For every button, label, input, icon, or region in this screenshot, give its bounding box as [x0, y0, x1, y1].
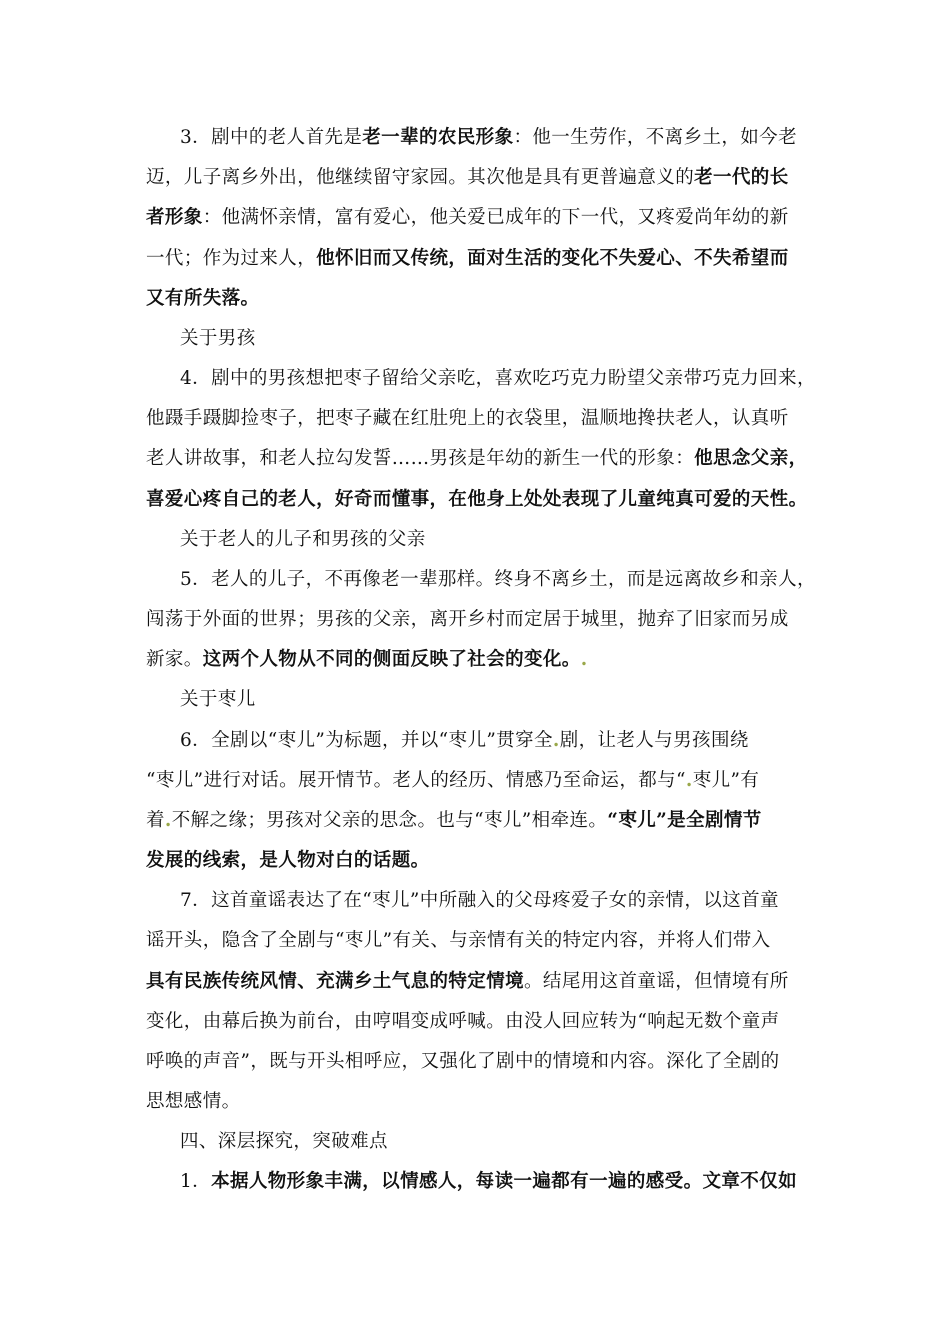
text-span: 枣儿”有	[692, 770, 760, 791]
text-span: 1．	[180, 1171, 212, 1192]
p7-line-2: 谣开头，隐含了全剧与“枣儿”有关、与亲情有关的特定内容，并将人们带入	[146, 930, 771, 951]
p5-line-2: 闯荡于外面的世界；男孩的父亲，离开乡村而定居于城里，抛弃了旧家而另成	[146, 609, 789, 630]
bold-span: 老一代的长	[694, 167, 789, 188]
p6-line-4: 发展的线索，是人物对白的话题。	[146, 850, 430, 871]
p7-line-1: 7．这首童谣表达了在“枣儿”中所融入的父母疼爱子女的亲情，以这首童	[180, 890, 779, 911]
p4-line-2: 他蹑手蹑脚捡枣子，把枣子藏在红肚兜上的衣袋里，温顺地搀扶老人，认真听	[146, 408, 789, 429]
p7-line-4: 变化，由幕后换为前台，由哼唱变成呼喊。由没人回应转为“响起无数个童声	[146, 1011, 780, 1032]
bold-span: 又有所失落。	[146, 288, 260, 309]
text-span: 着	[146, 810, 165, 831]
p5-line-1: 5．老人的儿子，不再像老一辈那样。终身不离乡土，而是远离故乡和亲人，	[180, 569, 816, 590]
text-span: 不解之缘；男孩对父亲的思念。也与“枣儿”相牵连。	[171, 810, 608, 831]
bold-span: 老一辈的农民形象	[362, 127, 514, 148]
heading-boy: 关于男孩	[180, 328, 256, 349]
heading-son: 关于老人的儿子和男孩的父亲	[180, 529, 426, 550]
heading-section-four: 四、深层探究，突破难点	[180, 1131, 388, 1152]
p1-line-1	[180, 1170, 850, 1194]
text-span: 剧，让老人与男孩围绕	[559, 730, 749, 751]
p7-line-3	[146, 970, 816, 994]
bold-span: “枣儿”是全剧情节	[607, 810, 762, 831]
p7-line-5: 呼唤的声音”，既与开头相呼应，又强化了剧中的情境和内容。深化了全剧的	[146, 1051, 780, 1072]
bold-span: 本据人物形象丰满，以情感人，每读一遍都有一遍的感受。文章不仅如	[211, 1171, 797, 1192]
p6-line-2	[146, 769, 816, 793]
p3-line-1	[180, 126, 850, 150]
p4-line-4: 喜爱心疼自己的老人，好奇而懂事，在他身上处处表现了儿童纯真可爱的天性。	[146, 489, 808, 510]
stray-dot: .	[685, 770, 693, 791]
text-span: ：他满怀亲情，富有爱心，他关爱已成年的下一代，又疼爱尚年幼的新	[202, 207, 789, 228]
text-span: 3．剧中的老人首先是	[180, 127, 363, 148]
p3-line-4	[146, 247, 816, 271]
p3-line-3	[146, 206, 816, 230]
bold-span: 这两个人物从不同的侧面反映了社会的变化。	[202, 649, 581, 670]
text-span: 老人讲故事，和老人拉勾发誓……男孩是年幼的新生一代的形象：	[146, 448, 695, 469]
p3-line-2	[146, 166, 816, 190]
stray-dot: .	[164, 810, 172, 831]
text-span: 一代；作为过来人，	[146, 248, 317, 269]
bold-span: 具有民族传统风情、充满乡土气息的特定情境	[146, 971, 525, 992]
p6-line-3	[146, 809, 816, 833]
p6-line-1	[180, 729, 850, 753]
text-span: 。结尾用这首童谣，但情境有所	[524, 971, 789, 992]
stray-dot: .	[580, 649, 588, 670]
p4-line-3	[146, 447, 816, 471]
bold-span: 者形象	[146, 207, 203, 228]
text-span: 6．全剧以“枣儿”为标题，并以“枣儿”贯穿全	[180, 730, 553, 751]
p3-line-5	[146, 287, 816, 311]
p4-line-1: 4．剧中的男孩想把枣子留给父亲吃，喜欢吃巧克力盼望父亲带巧克力回来，	[180, 368, 816, 389]
text-span: 新家。	[146, 649, 203, 670]
text-span: ：他一生劳作，不离乡土，如今老	[513, 127, 797, 148]
text-span: “枣儿”进行对话。展开情节。老人的经历、情感乃至命运，都与“	[146, 770, 686, 791]
bold-span: 他怀旧而又传统，面对生活的变化不失爱心、不失希望而	[316, 248, 789, 269]
p5-line-3	[146, 648, 816, 672]
p7-line-6: 思想感情。	[146, 1091, 241, 1112]
heading-zaoer: 关于枣儿	[180, 689, 256, 710]
bold-span: 他思念父亲，	[694, 448, 808, 469]
text-span: 迈，儿子离乡外出，他继续留守家园。其次他是具有更普遍意义的	[146, 167, 695, 188]
stray-dot: .	[552, 730, 560, 751]
